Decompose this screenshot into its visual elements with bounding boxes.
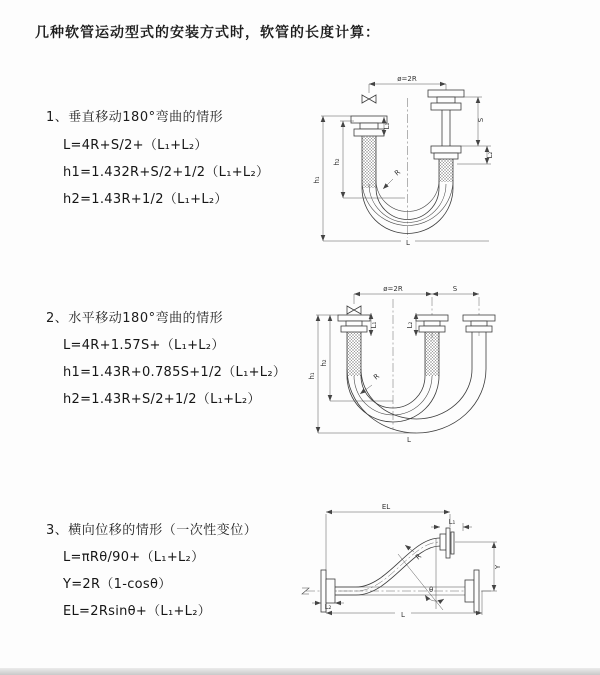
el-label: EL [381, 503, 391, 511]
section-1-formula-h2: h2=1.43R+1/2（L₁+L₂） [63, 192, 228, 207]
right-leg-braided-hose [439, 159, 453, 188]
left-leg-braided-hose [362, 136, 376, 188]
section-3-formula-y: Y=2R（1-cosθ） [63, 577, 172, 592]
right-leg-pipe [472, 332, 486, 369]
left-leg-flange [351, 116, 387, 136]
l1-dimension [431, 518, 472, 531]
l2-dimension [312, 603, 344, 611]
s-label: S [477, 117, 485, 123]
h1-dimension [313, 116, 351, 241]
s-dimension [461, 97, 491, 146]
l2-dimension [406, 313, 416, 336]
section-1-formula-h1: h1=1.432R+S/2+1/2（L₁+L₂） [63, 165, 270, 180]
h2-label: h₂ [320, 359, 328, 367]
length-label: L [401, 611, 405, 619]
length-label: L [406, 239, 410, 247]
section-2-formula-l: L=4R+1.57S+（L₁+L₂） [63, 338, 225, 353]
left-leg-flange [338, 315, 370, 332]
middle-leg-flange [416, 315, 448, 332]
h1-label: h₁ [313, 176, 321, 184]
length-dimension [407, 436, 411, 444]
section-3-heading: 3、横向位移的情形（一次性变位） [46, 523, 258, 538]
length-label: L [407, 436, 411, 444]
radius-callout [383, 168, 402, 189]
right-flange [465, 570, 479, 612]
h2-label: h₂ [333, 158, 341, 166]
theta-label: θ [429, 586, 434, 594]
middle-leg-braided-hose [425, 332, 439, 376]
right-leg-flange-lower [431, 146, 461, 159]
section-2-formula-h2: h2=1.43R+S/2+1/2（L₁+L₂） [63, 392, 261, 407]
section-1-formula-l: L=4R+S/2+（L₁+L₂） [63, 138, 208, 153]
page-title: 几种软管运动型式的安装方式时，软管的长度计算： [35, 25, 380, 41]
el-dimension [326, 503, 450, 613]
top-span-dimension [354, 285, 479, 304]
l1-label: L₁ [370, 321, 378, 329]
right-leg-flange-upper [428, 90, 464, 146]
radius-label: R [393, 168, 403, 178]
valve-icon [347, 306, 361, 314]
l2-label: L₂ [324, 603, 332, 611]
radius-theta-construction [398, 538, 444, 610]
radius-label: R [414, 552, 424, 562]
valve-icon [362, 95, 376, 103]
section-3-formula-l: L=πRθ/90+（L₁+L₂） [63, 550, 205, 565]
diagram-vertical-180-bend [313, 68, 525, 264]
upper-flange [440, 528, 454, 558]
l1-dimension [370, 313, 378, 336]
h1-label: h₁ [308, 372, 316, 380]
h1-dimension [308, 315, 416, 433]
section-2-formula-h1: h1=1.43R+0.785S+1/2（L₁+L₂） [63, 365, 287, 380]
diagram-horizontal-180-bend [308, 281, 545, 453]
y-label: Y [494, 564, 502, 570]
s-label: S [452, 285, 458, 293]
l2-label: L₂ [406, 321, 414, 329]
l2-dimension [457, 146, 494, 164]
l1-label: L₁ [383, 122, 391, 130]
section-2-heading: 2、水平移动180°弯曲的情形 [46, 311, 224, 326]
l2-label: L₂ [486, 151, 494, 159]
section-3-formula-el: EL=2Rsinθ+（L₁+L₂） [63, 604, 212, 619]
section-1-heading: 1、垂直移动180°弯曲的情形 [46, 110, 224, 125]
right-leg-flange [463, 315, 495, 332]
diagram-lateral-displacement [298, 496, 565, 644]
span-label: ø=2R [397, 75, 417, 83]
left-leg-braided-hose [347, 332, 361, 376]
radius-label: R [372, 372, 382, 382]
span-label: ø=2R [383, 285, 403, 293]
page-bottom-edge [0, 668, 600, 675]
length-dimension [323, 239, 489, 247]
l1-label: L₁ [448, 518, 456, 526]
